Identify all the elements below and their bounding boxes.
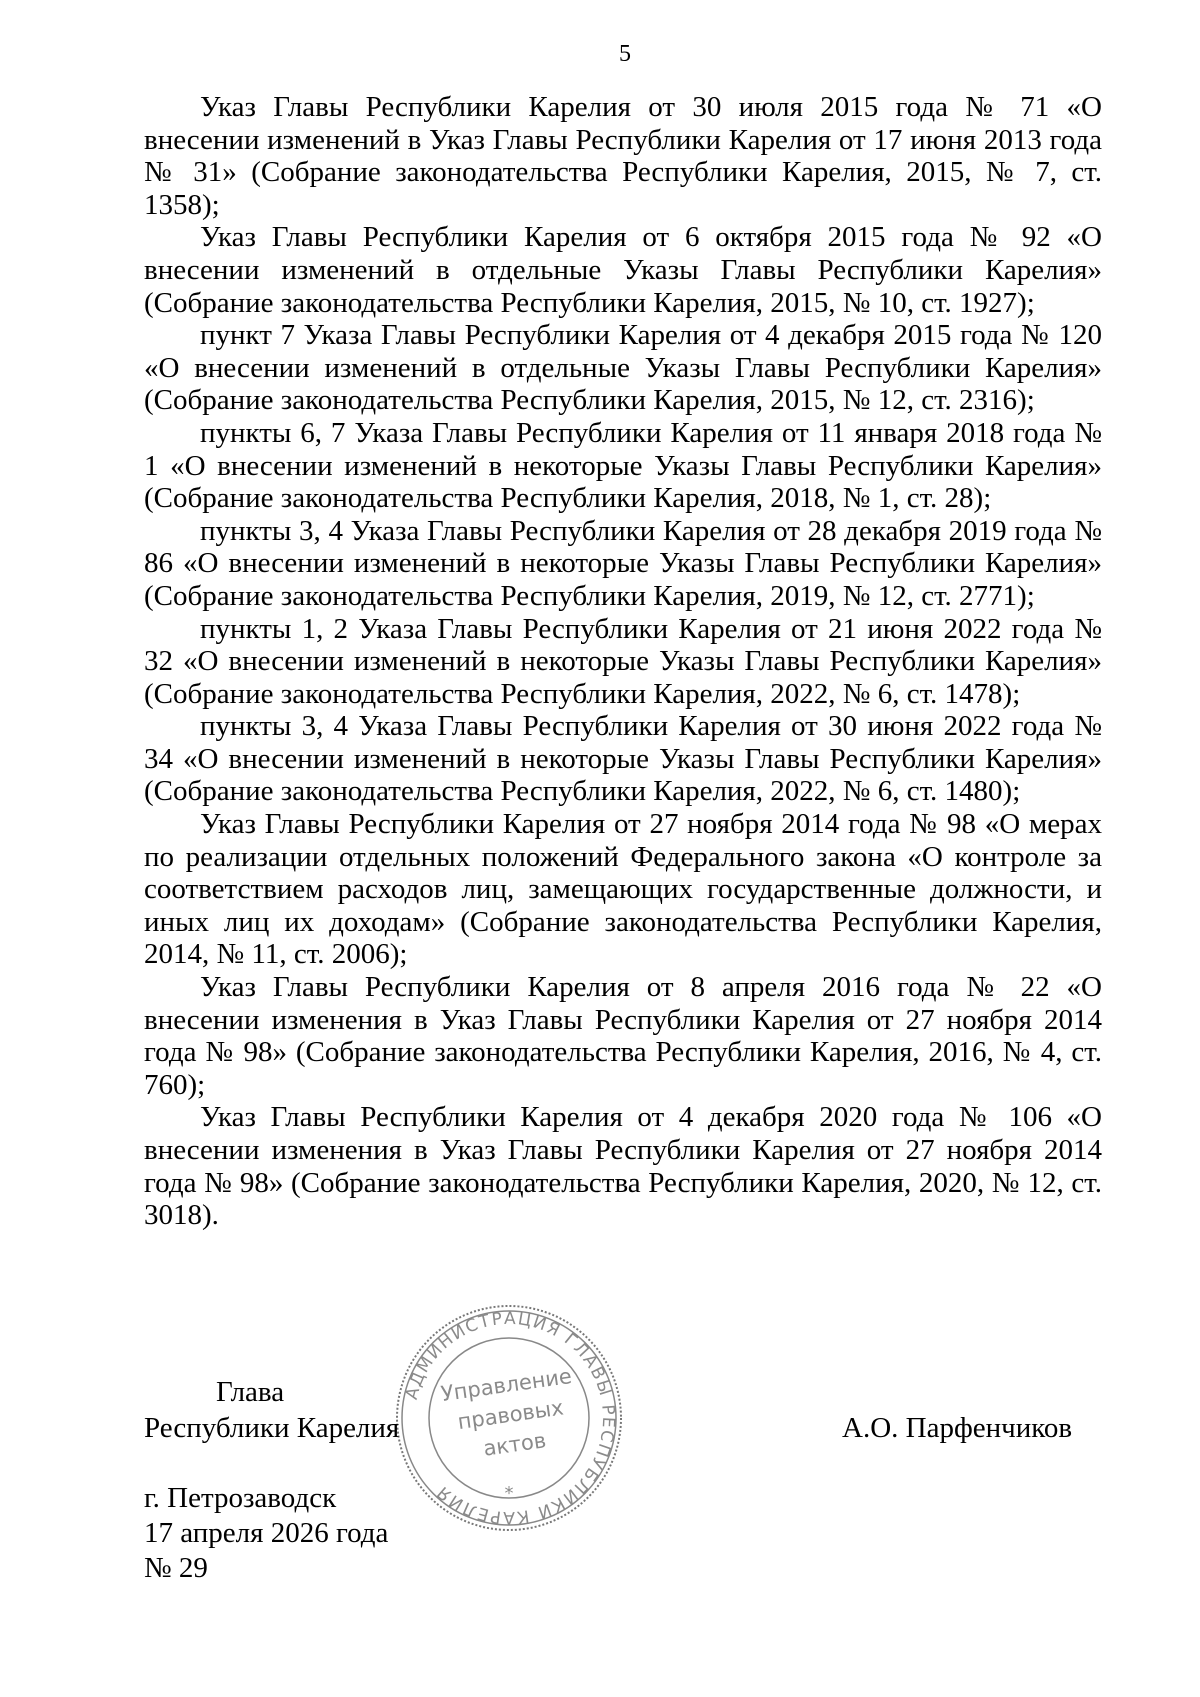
signature-title-line-2: Республики Карелия <box>144 1412 400 1444</box>
stamp-line-2: правовых <box>456 1395 565 1435</box>
page-number: 5 <box>619 41 631 67</box>
paragraph: пункты 3, 4 Указа Главы Республики Карелия от 28 декабря 2019 года № 86 «О внесении изменений в некоторые Указы Главы Республики Карелия» (Собрание законодательства Республики Карелия, 2019, № 12, ст. 2771); <box>144 514 1102 612</box>
stamp-line-1: Управление <box>439 1363 574 1407</box>
paragraph: Указ Главы Республики Карелия от 27 ноября 2014 года № 98 «О мерах по реализации отдельных положений Федерального закона «О контроле за соответствием расходов лиц, замещающих государственные должности, и иных лиц их доходам» (Собрание законодательства Республики Карелия, 2014, № 11, ст. 2006); <box>144 808 1102 971</box>
paragraph: Указ Главы Республики Карелия от 4 декабря 2020 года № 106 «О внесении изменения в Указ Главы Республики Карелия от 27 ноября 2014 года № 98» (Собрание законодательства Республики Карелия, 2020, № 12, ст. 3018). <box>144 1101 1102 1232</box>
document-body <box>144 91 1102 1232</box>
document-number: № 29 <box>144 1552 208 1584</box>
place: г. Петрозаводск <box>144 1482 337 1514</box>
stamp-ring-text: АДМИНИСТРАЦИЯ ГЛАВЫ РЕСПУБЛИКИ КАРЕЛИЯ <box>401 1308 619 1528</box>
paragraph: Указ Главы Республики Карелия от 30 июля 2015 года № 71 «О внесении изменений в Указ Главы Республики Карелия от 17 июня 2013 года № 31» (Собрание законодательства Республики Карелия, 2015, № 7, ст. 1358); <box>144 91 1102 221</box>
paragraph: пункты 6, 7 Указа Главы Республики Карелия от 11 января 2018 года № 1 «О внесении изменений в некоторые Указы Главы Республики Карелия» (Собрание законодательства Республики Карелия, 2018, № 1, ст. 28); <box>144 416 1102 515</box>
stamp-line-3: актов <box>481 1428 548 1461</box>
paragraph: Указ Главы Республики Карелия от 6 октября 2015 года № 92 «О внесении изменений в отдельные Указы Главы Республики Карелия» (Собрание законодательства Республики Карелия, 2015, № 10, ст. 1927); <box>144 221 1102 319</box>
paragraph: пункты 1, 2 Указа Главы Республики Карелия от 21 июня 2022 года № 32 «О внесении изменений в некоторые Указы Главы Республики Карелия» (Собрание законодательства Республики Карелия, 2022, № 6, ст. 1478); <box>144 612 1102 710</box>
official-stamp <box>393 1302 625 1534</box>
svg-text:*: * <box>504 1483 514 1504</box>
paragraph: Указ Главы Республики Карелия от 8 апреля 2016 года № 22 «О внесении изменения в Указ Главы Республики Карелия от 27 ноября 2014 года № 98» (Собрание законодательства Республики Карелия, 2016, № 4, ст. 760); <box>144 971 1102 1101</box>
date: 17 апреля 2026 года <box>144 1517 389 1549</box>
signature-title-line-1: Глава <box>216 1376 285 1408</box>
signatory-name: А.О. Парфенчиков <box>842 1412 1073 1444</box>
paragraph: пункт 7 Указа Главы Республики Карелия от 4 декабря 2015 года № 120 «О внесении изменений в отдельные Указы Главы Республики Карелия» (Собрание законодательства Республики Карелия, 2015, № 12, ст. 2316); <box>144 319 1102 417</box>
paragraph: пункты 3, 4 Указа Главы Республики Карелия от 30 июня 2022 года № 34 «О внесении изменений в некоторые Указы Главы Республики Карелия» (Собрание законодательства Республики Карелия, 2022, № 6, ст. 1480); <box>144 710 1102 808</box>
